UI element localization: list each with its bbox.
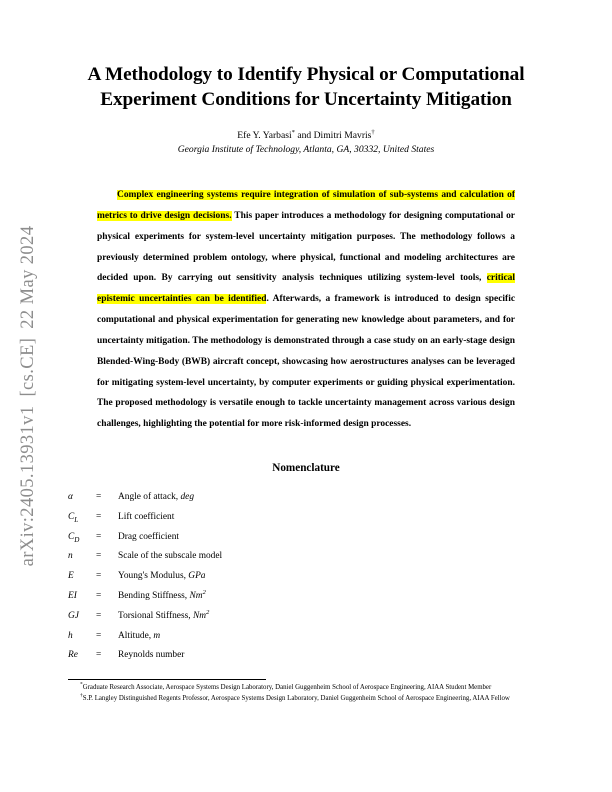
nomenclature-symbol: E bbox=[68, 571, 74, 582]
nomenclature-symbol-subscript: L bbox=[74, 515, 79, 524]
nomenclature-unit: Nm$^2$ bbox=[192, 608, 210, 621]
nomenclature-equals: = bbox=[96, 531, 102, 542]
nomenclature-heading: Nomenclature bbox=[272, 462, 340, 474]
nomenclature-definition: Torsional Stiffness, Nm$^2$ bbox=[118, 608, 210, 621]
footnote-text: S.P. Langley Distinguished Regents Professor, Aerospace Systems Design Laboratory, Daniel Guggenheim School of Aerospace Engineering, AIAA Fellow bbox=[82, 695, 510, 703]
nomenclature-symbol: GJ bbox=[68, 610, 79, 621]
nomenclature-row bbox=[68, 532, 488, 552]
nomenclature-definition: Bending Stiffness, Nm$^2$ bbox=[118, 588, 206, 601]
title-line-2: Experiment Conditions for Uncertainty Mitigation bbox=[100, 89, 512, 110]
nomenclature-equals: = bbox=[96, 492, 102, 502]
nomenclature-symbol: n bbox=[68, 551, 73, 562]
nomenclature-definition: Scale of the subscale model bbox=[118, 551, 223, 562]
footnote-text: Graduate Research Associate, Aerospace Systems Design Laboratory, Daniel Guggenheim School of Aerospace Engineering, AIAA Student Member bbox=[82, 684, 492, 691]
affiliation-line: Georgia Institute of Technology, Atlanta, GA, 30332, United States bbox=[177, 143, 435, 155]
nomenclature-definition: Lift coefficient bbox=[118, 511, 175, 522]
arxiv-category: [cs.CE] bbox=[17, 337, 38, 397]
abstract-highlight-2: critical epistemic uncertainties can be identified bbox=[97, 273, 515, 305]
nomenclature-unit-exponent: 2 bbox=[202, 588, 206, 596]
nomenclature-definition: Young's Modulus, GPa bbox=[118, 571, 206, 582]
authors-block bbox=[76, 129, 536, 156]
nomenclature-symbol: $C_L$ bbox=[68, 511, 79, 524]
footnote-separator-rule bbox=[68, 679, 266, 680]
nomenclature-list bbox=[68, 492, 488, 670]
abstract-segment-2: . Afterwards, a framework is introduced to design specific computational and physical experimentation for generating new knowledge about parameters, and for uncertainty mitigation. The methodology is demonstrated through a case study on an early-stage design Blended-Wing-Body (BWB) aircraft concept, showcasing how aerostructures analyses can be leveraged for mitigating system-level uncertainty, by computer experiments or guiding physical experimentation. The proposed methodology is versatile enough to tackle uncertainty management across various design challenges, highlighting the potential for more risk-informed design processes. bbox=[97, 294, 516, 430]
nomenclature-definition: Altitude, m bbox=[118, 630, 161, 641]
nomenclature-unit: deg bbox=[180, 492, 195, 502]
nomenclature-row bbox=[68, 551, 488, 571]
nomenclature-unit: GPa bbox=[188, 571, 206, 582]
page-title bbox=[76, 62, 536, 112]
footnote-marker: † bbox=[80, 693, 83, 700]
title-block bbox=[76, 62, 536, 112]
author-name-1: Efe Y. Yarbasi bbox=[237, 130, 292, 141]
author-footnote-marker-1: * bbox=[291, 128, 295, 136]
author-name-2: Dimitri Mavris bbox=[313, 130, 372, 141]
nomenclature-equals: = bbox=[96, 590, 102, 601]
nomenclature-unit-exponent: 2 bbox=[205, 608, 210, 616]
author-footnote-marker-2: † bbox=[371, 128, 375, 136]
nomenclature-row bbox=[68, 571, 488, 591]
nomenclature-definition: Drag coefficient bbox=[118, 531, 179, 542]
nomenclature-row bbox=[68, 588, 488, 611]
arxiv-date: 22 May 2024 bbox=[17, 225, 38, 329]
nomenclature-symbol: α bbox=[68, 492, 73, 502]
nomenclature-symbol: Re bbox=[68, 650, 78, 661]
nomenclature-row bbox=[68, 492, 488, 512]
title-line-1: A Methodology to Identify Physical or Computational bbox=[87, 64, 525, 85]
arxiv-stamp bbox=[0, 0, 56, 792]
nomenclature-equals: = bbox=[96, 551, 102, 562]
nomenclature-unit: m bbox=[153, 630, 161, 641]
nomenclature-unit: Nm$^2$ bbox=[189, 588, 206, 601]
nomenclature-row bbox=[68, 512, 488, 532]
nomenclature-equals: = bbox=[96, 630, 102, 641]
arxiv-stamp-text bbox=[18, 226, 39, 567]
abstract-segment-1: This paper introduces a methodology for designing computational or physical experiments for system-level uncertainty mitigation purposes. The methodology follows a previously determined problem ontology, where physical, functional and modeling architectures are decided upon. By carrying out sensitivity analysis techniques utilizing system-level tools, bbox=[97, 210, 515, 284]
nomenclature-equals: = bbox=[96, 511, 102, 522]
nomenclature-symbol: h bbox=[68, 630, 73, 641]
nomenclature-row bbox=[68, 631, 488, 651]
footnote-marker: * bbox=[80, 681, 83, 688]
nomenclature-equals: = bbox=[96, 571, 102, 582]
arxiv-id: arXiv:2405.13931v1 bbox=[17, 405, 38, 567]
nomenclature-row bbox=[68, 650, 488, 670]
footnotes-block bbox=[68, 683, 546, 706]
author-conjunction: and bbox=[294, 130, 314, 141]
nomenclature-equals: = bbox=[96, 610, 102, 621]
nomenclature-equals: = bbox=[96, 650, 102, 661]
abstract-paragraph bbox=[97, 185, 515, 435]
footnote bbox=[68, 694, 546, 703]
nomenclature-symbol-subscript: D bbox=[74, 535, 80, 544]
author-line bbox=[76, 129, 536, 143]
nomenclature-definition: Reynolds number bbox=[118, 650, 185, 661]
nomenclature-symbol: $C_D$ bbox=[68, 531, 80, 544]
nomenclature-symbol: EI bbox=[68, 590, 77, 601]
nomenclature-row bbox=[68, 608, 488, 631]
abstract-highlight-1: Complex engineering systems require integration of simulation of sub-systems and calculation of metrics to drive design decisions. bbox=[97, 190, 515, 221]
nomenclature-definition: Angle of attack, deg bbox=[118, 492, 195, 502]
footnote bbox=[68, 683, 546, 692]
